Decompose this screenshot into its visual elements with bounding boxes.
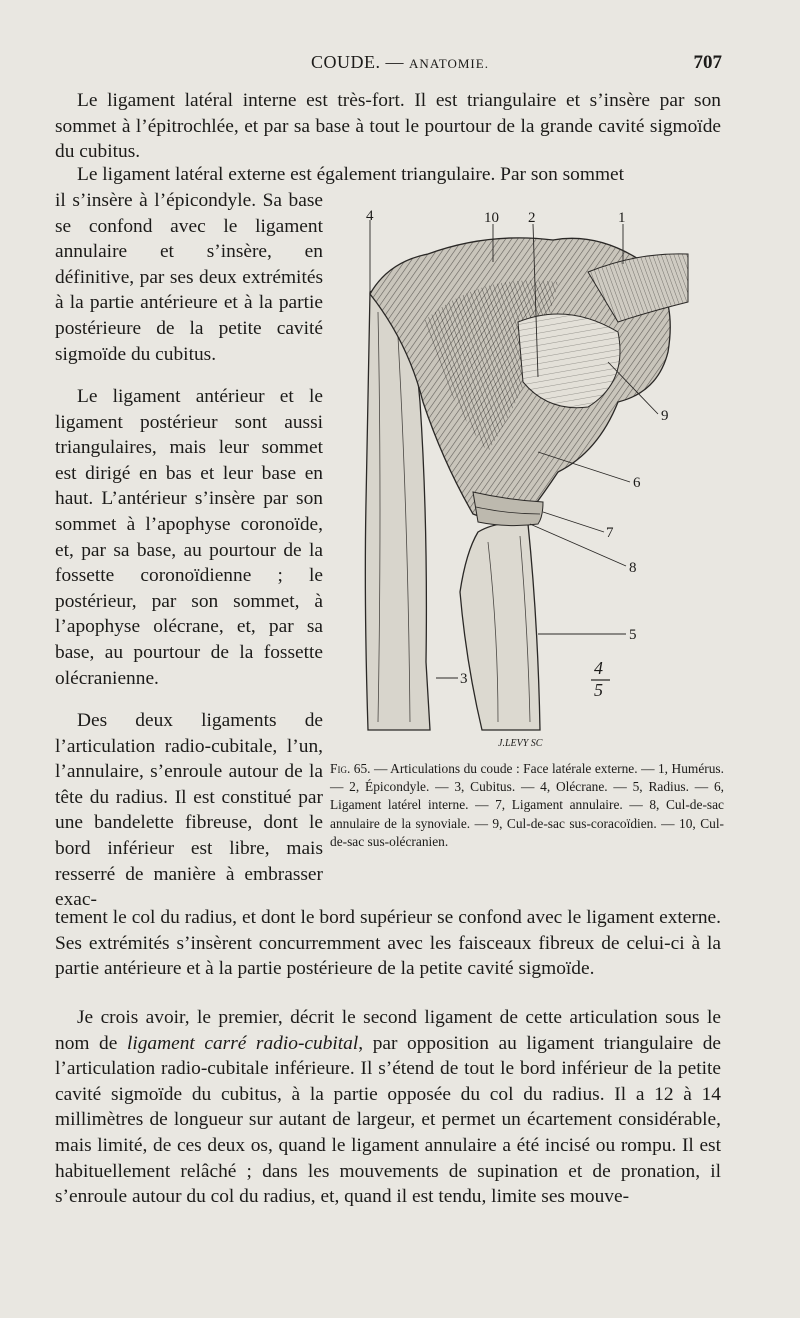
figure-caption-text: — Articulations du coude : Face latérale externe. — 1, Humérus. — 2, Épicondyle. — 3, Cubitus. — 4, Olécrane. — 5, Radius. — 6, Ligament latérel interne. — 7, Ligament annulaire. — 8, Cul-de-sac annulaire de la synoviale. — 9, Cul-de-sac sus-coracoïdien. — 10, Cul-de-sac sus-olécranien. bbox=[330, 761, 724, 849]
engraver-signature: J.LEVY SC bbox=[498, 738, 543, 749]
paragraph-square-ligament bbox=[55, 1005, 721, 1210]
paragraph-annular-ligament-continued: tement le col du radius, et dont le bord supérieur se confond avec le ligament externe. Ses extrémités s’insèrent concurremment avec les faisceaux fibreux de celui-ci à la partie antérieure et à la partie postérieure de la petite cavité sigmoïde. bbox=[55, 907, 721, 980]
paragraph-lateral-external-ligament-first-line: Le ligament latéral externe est également triangulaire. Par son sommet bbox=[77, 164, 625, 185]
header-title: COUDE. bbox=[311, 52, 381, 72]
figure-label-3: 3 bbox=[460, 671, 468, 687]
scale-fraction bbox=[591, 658, 610, 700]
scale-denominator: 5 bbox=[594, 680, 603, 700]
figure-caption-label: Fig. 65. bbox=[330, 761, 371, 776]
scale-numerator: 4 bbox=[594, 658, 603, 678]
paragraph-radio-ulnar-ligaments: Des deux ligaments de l’articulation radio-cubitale, l’un, l’annulaire, s’enroule autour de la tête du radius. Il est constitué par une bandelette fibreuse, dont le bord inférieur est libre, mais resserré de manière à embrasser exac- bbox=[55, 710, 323, 911]
paragraph-lateral-external-ligament: il s’insère à l’épicondyle. Sa base se confond avec le ligament annulaire et s’insère, en définitive, par ses deux extrémités à la partie antérieure et à la partie postérieure de la petite cavité sigmoïde du cubitus. bbox=[55, 190, 323, 365]
radius-shaft bbox=[460, 523, 540, 730]
figure-label-1: 1 bbox=[618, 210, 626, 226]
figure-label-9: 9 bbox=[661, 408, 669, 424]
square-ligament-text-before: Je crois avoir, le premier, décrit le second ligament de cette articulation sous le nom de bbox=[55, 1007, 721, 1054]
square-ligament-text-after: , par opposition au ligament triangulaire de l’articulation radio-cubitale inférieure. Il s’étend de tout le bord inférieur de la petite cavité sigmoïde du cubitus, à la partie opposée du col du radius. Il a 12 à 14 millimètres de longueur sur autant de largeur, et permet un écartement considérable, mais limité, de ces deux os, quand le ligament annulaire a été incisé ou rompu. Il est habituellement relâché ; dans les mouvements de supination et de pronation, il s’enroule autour du col du radius, et, quand il est tendu, limite ses mouve- bbox=[55, 1032, 722, 1208]
figure-caption bbox=[330, 760, 724, 851]
page-number: 707 bbox=[693, 52, 722, 73]
elbow-engraving bbox=[348, 202, 720, 750]
figure-label-6: 6 bbox=[633, 475, 641, 491]
figure-label-8: 8 bbox=[629, 560, 637, 576]
figure-label-7: 7 bbox=[606, 525, 614, 541]
figure-label-4: 4 bbox=[366, 208, 374, 224]
running-title bbox=[0, 52, 800, 73]
paragraph-lateral-internal-ligament: Le ligament latéral interne est très-fort. Il est triangulaire et s’insère par son sommet à l’épitrochlée, et par sa base à tout le pourtour de la grande cavité sigmoïde du cubitus. bbox=[55, 90, 721, 163]
elbow-figure bbox=[348, 202, 720, 750]
header-subtitle: ANATOMIE. bbox=[409, 56, 489, 71]
running-header bbox=[0, 52, 800, 78]
header-dash: — bbox=[385, 52, 405, 72]
paragraph-anterior-posterior-ligaments: Le ligament antérieur et le ligament postérieur sont aussi triangulaires, mais leur sommet est dirigé en bas et leur base en haut. L’antérieur s’insère par son sommet à l’apophyse coronoïde, et, par sa base, au pourtour de la fossette coronoïdienne ; le postérieur, par son sommet, à l’apophyse olécrane, et, par sa base, au pourtour de la fossette olécranienne. bbox=[55, 386, 323, 689]
figure-label-2: 2 bbox=[528, 210, 536, 226]
figure-label-5: 5 bbox=[629, 627, 637, 643]
square-ligament-term: ligament carré radio-cubital bbox=[126, 1032, 359, 1054]
figure-label-10: 10 bbox=[484, 210, 499, 226]
